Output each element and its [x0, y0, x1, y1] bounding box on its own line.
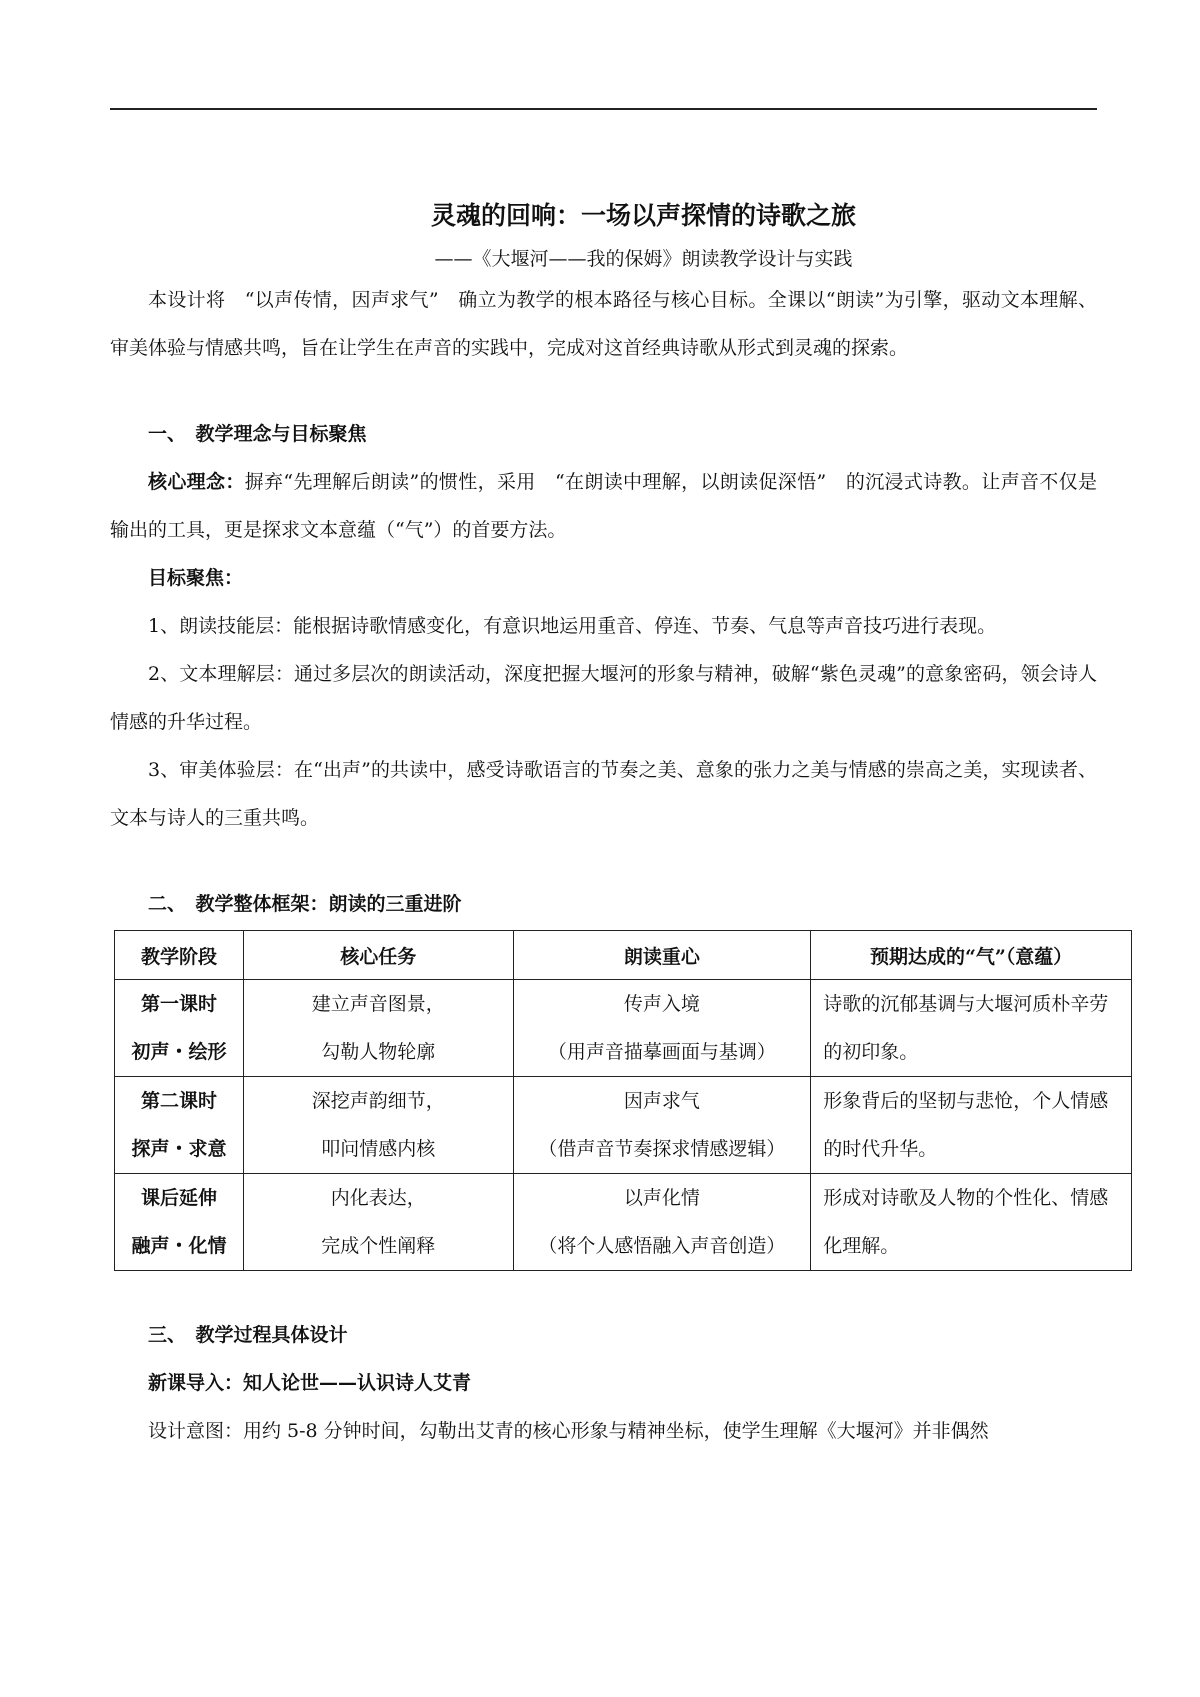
- goals-label: 目标聚焦：: [148, 567, 244, 589]
- stage-cell: 第二课时 探声・求意: [115, 1077, 244, 1174]
- section-3-heading: 三、 教学过程具体设计: [148, 1324, 348, 1346]
- table-header-cell: 教学阶段: [115, 931, 244, 980]
- header-rule: [110, 108, 1097, 110]
- table-header-cell: 核心任务: [243, 931, 513, 980]
- table-header-cell: 朗读重心: [513, 931, 811, 980]
- outcome-cell: 形象背后的坚韧与悲怆，个人情感的时代升华。: [811, 1077, 1132, 1174]
- intro-paragraph: 本设计将 “以声传情，因声求气” 确立为教学的根本路径与核心目标。全课以“朗读”为引擎，驱动文本理解、审美体验与情感共鸣，旨在让学生在声音的实践中，完成对这首经典诗歌从形式到灵魂的探索。: [110, 289, 1097, 359]
- table-header-row: [115, 931, 1132, 980]
- stage-cell: 第一课时 初声・绘形: [115, 980, 244, 1077]
- section-3-subheading: 新课导入：知人论世——认识诗人艾青: [148, 1372, 472, 1394]
- framework-table: [114, 930, 1132, 1271]
- document-body: [110, 196, 1109, 1455]
- core-concept-label: 核心理念：: [148, 471, 245, 493]
- outcome-cell: 形成对诗歌及人物的个性化、情感化理解。: [811, 1174, 1132, 1271]
- section-1-heading: 一、 教学理念与目标聚焦: [148, 423, 367, 445]
- table-header-cell: 预期达成的“气”（意蕴）: [811, 931, 1132, 980]
- core-concept-text: 摒弃“先理解后朗读”的惯性，采用 “在朗读中理解，以朗读促深悟” 的沉浸式诗教。让声音不仅是输出的工具，更是探求文本意蕴（“气”）的首要方法。: [110, 471, 1097, 541]
- task-cell: 深挖声韵细节， 叩问情感内核: [243, 1077, 513, 1174]
- outcome-cell: 诗歌的沉郁基调与大堰河质朴辛劳的初印象。: [811, 980, 1132, 1077]
- task-cell: 建立声音图景， 勾勒人物轮廓: [243, 980, 513, 1077]
- focus-cell: 传声入境 （用声音描摹画面与基调）: [513, 980, 811, 1077]
- core-concept-paragraph: [110, 458, 1097, 554]
- design-intent-paragraph: 设计意图：用约 5-8 分钟时间，勾勒出艾青的核心形象与精神坐标，使学生理解《大堰河》并非偶然: [148, 1420, 989, 1442]
- goal-item: 1、朗读技能层：能根据诗歌情感变化，有意识地运用重音、停连、节奏、气息等声音技巧进行表现。: [148, 615, 997, 637]
- table-row: [115, 1174, 1132, 1271]
- section-2-heading: 二、 教学整体框架：朗读的三重进阶: [148, 893, 462, 915]
- focus-cell: 因声求气 （借声音节奏探求情感逻辑）: [513, 1077, 811, 1174]
- task-cell: 内化表达， 完成个性阐释: [243, 1174, 513, 1271]
- goal-item: 3、审美体验层：在“出声”的共读中，感受诗歌语言的节奏之美、意象的张力之美与情感的崇高之美，实现读者、文本与诗人的三重共鸣。: [110, 759, 1097, 829]
- goal-item: 2、文本理解层：通过多层次的朗读活动，深度把握大堰河的形象与精神，破解“紫色灵魂”的意象密码，领会诗人情感的升华过程。: [110, 663, 1097, 733]
- table-row: [115, 1077, 1132, 1174]
- stage-cell: 课后延伸 融声・化情: [115, 1174, 244, 1271]
- document-subtitle: ——《大堰河——我的保姆》朗读教学设计与实践: [434, 248, 853, 270]
- table-row: [115, 980, 1132, 1077]
- document-title: 灵魂的回响：一场以声探情的诗歌之旅: [430, 201, 856, 230]
- focus-cell: 以声化情 （将个人感悟融入声音创造）: [513, 1174, 811, 1271]
